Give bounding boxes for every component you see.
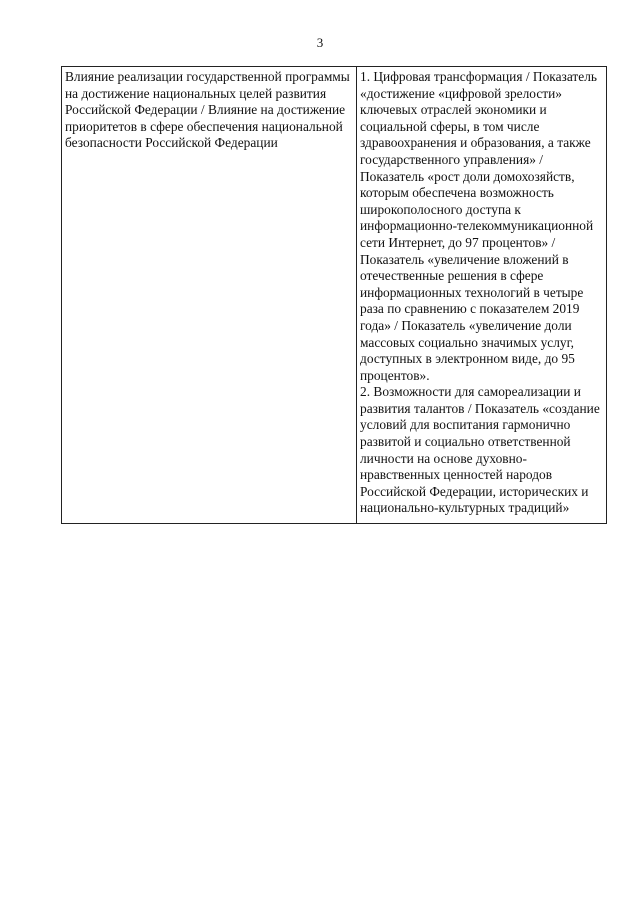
goals-table [61, 66, 607, 524]
impact-description-cell: Влияние реализации государственной программы на достижение национальных целей развития Российской Федерации / Влияние на достижение приоритетов в сфере обеспечения национальной безопасности Российской Федерации [62, 67, 357, 524]
page-number: 3 [316, 35, 324, 50]
table-row [62, 67, 607, 524]
national-goals-cell [357, 67, 607, 524]
goal-digital-transformation: 1. Цифровая трансформация / Показатель «достижение «цифровой зрелости» ключевых отраслей экономики и социальной сферы, в том числе здравоохранения и образования, а также государственного управления» / Показатель «рост доли домохозяйств, которым обеспечена возможность широкополосного доступа к информационно-телекоммуникационной сети Интернет, до 97 процентов» / Показатель «увеличение вложений в отечественные решения в сфере информационных технологий в четыре раза по сравнению с показателем 2019 года» / Показатель «увеличение доли массовых социально значимых услуг, доступных в электронном виде, до 95 процентов». [360, 69, 597, 383]
goal-self-realization: 2. Возможности для самореализации и развития талантов / Показатель «создание условий для воспитания гармонично развитой и социально ответственной личности на основе духовно-нравственных ценностей народов Российской Федерации, исторических и национально-культурных традиций» [360, 384, 600, 516]
